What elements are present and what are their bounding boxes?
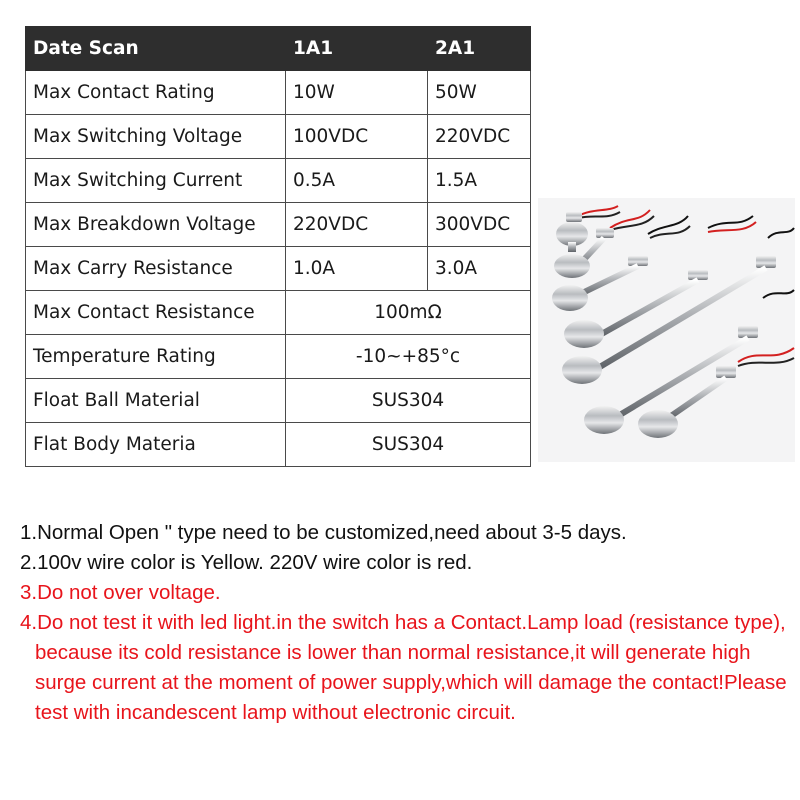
header-cell: Date Scan [26, 27, 286, 71]
cell-2a1: 300VDC [428, 203, 531, 247]
notes-section [20, 518, 795, 728]
header-cell: 1A1 [286, 27, 428, 71]
row-label: Max Breakdown Voltage [26, 203, 286, 247]
note-4: 4.Do not test it with led light.in the switch has a Contact.Lamp load (resistance type), because its cold resistance is lower than normal resistance,it will generate high surge current at the moment of power supply,which will damage the contact!Please test with incandescent lamp without electronic circuit. [20, 611, 787, 724]
product-photo [538, 198, 795, 462]
row-label: Max Contact Resistance [26, 291, 286, 335]
merged-value-cell: -10~+85°c [286, 335, 531, 379]
note-2: 2.100v wire color is Yellow. 220V wire color is red. [20, 551, 473, 574]
row-label: Float Ball Material [26, 379, 286, 423]
table-row [26, 159, 531, 203]
cell-2a1: 220VDC [428, 115, 531, 159]
cell-1a1: 100VDC [286, 115, 428, 159]
row-label: Max Switching Voltage [26, 115, 286, 159]
note-1: 1.Normal Open " type need to be customized,need about 3-5 days. [20, 521, 627, 544]
float-switch-5-icon [562, 228, 794, 384]
cell-2a1: 50W [428, 71, 531, 115]
header-cell: 2A1 [428, 27, 531, 71]
cell-2a1: 1.5A [428, 159, 531, 203]
row-label: Flat Body Materia [26, 423, 286, 467]
row-label: Temperature Rating [26, 335, 286, 379]
row-label: Max Carry Resistance [26, 247, 286, 291]
merged-value-cell: SUS304 [286, 423, 531, 467]
spec-table [25, 26, 531, 467]
note-3: 3.Do not over voltage. [20, 581, 221, 604]
cell-1a1: 10W [286, 71, 428, 115]
cell-1a1: 0.5A [286, 159, 428, 203]
table-row [26, 247, 531, 291]
table-row [26, 203, 531, 247]
cell-2a1: 3.0A [428, 247, 531, 291]
row-label: Max Contact Rating [26, 71, 286, 115]
merged-value-cell: 100mΩ [286, 291, 531, 335]
row-label: Max Switching Current [26, 159, 286, 203]
table-header-row [26, 27, 531, 71]
table-row [26, 335, 531, 379]
table-row [26, 115, 531, 159]
cell-1a1: 220VDC [286, 203, 428, 247]
table-row [26, 71, 531, 115]
table-row [26, 423, 531, 467]
table-row [26, 379, 531, 423]
float-switch-illustration [538, 198, 795, 462]
merged-value-cell: SUS304 [286, 379, 531, 423]
cell-1a1: 1.0A [286, 247, 428, 291]
table-row [26, 291, 531, 335]
